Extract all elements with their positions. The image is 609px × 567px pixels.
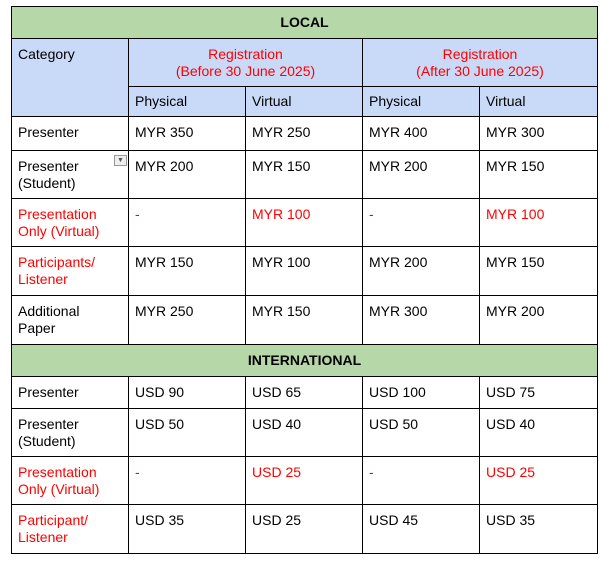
fee-cell: USD 90: [129, 377, 246, 409]
registration-fee-table: [11, 6, 598, 554]
fee-cell: MYR 400: [363, 117, 480, 151]
category-cell: Presenter (Student): [12, 409, 129, 457]
fee-cell: MYR 200: [363, 151, 480, 199]
registration-before-date: (Before 30 June 2025): [175, 62, 316, 79]
registration-header-row: [12, 39, 598, 87]
fee-cell: USD 25: [246, 505, 363, 554]
fee-cell: USD 50: [363, 409, 480, 457]
fee-cell: USD 35: [129, 505, 246, 554]
fee-cell: MYR 250: [129, 296, 246, 345]
category-cell: Presenter: [12, 117, 129, 151]
fee-cell: MYR 150: [480, 151, 598, 199]
table-row: [12, 117, 598, 151]
registration-before-label: Registration: [208, 45, 283, 62]
fee-cell: USD 50: [129, 409, 246, 457]
category-cell: Presentation Only (Virtual): [12, 199, 129, 247]
registration-after-label: Registration: [442, 45, 518, 62]
table-row: [12, 199, 598, 247]
physical-after-header: Physical: [363, 87, 480, 117]
fee-cell: MYR 100: [480, 199, 598, 247]
fee-cell: MYR 250: [246, 117, 363, 151]
dropdown-arrow-icon[interactable]: ▼: [114, 155, 127, 166]
category-cell: Additional Paper: [12, 296, 129, 345]
international-section-row: [12, 345, 598, 377]
local-section-row: [12, 7, 598, 39]
fee-cell: MYR 300: [363, 296, 480, 345]
fee-cell: MYR 200: [363, 247, 480, 296]
fee-cell: -: [129, 457, 246, 505]
registration-after-date: (After 30 June 2025): [416, 62, 544, 79]
fee-cell: MYR 150: [480, 247, 598, 296]
registration-before-header: [129, 39, 363, 87]
fee-cell: USD 40: [246, 409, 363, 457]
fee-cell: MYR 150: [129, 247, 246, 296]
virtual-after-header: Virtual: [480, 87, 598, 117]
fee-cell: MYR 200: [129, 151, 246, 199]
fee-cell: USD 25: [246, 457, 363, 505]
fee-cell: USD 65: [246, 377, 363, 409]
table-row: [12, 457, 598, 505]
international-section-title: INTERNATIONAL: [12, 345, 598, 377]
category-header: Category: [12, 39, 129, 117]
fee-cell: MYR 300: [480, 117, 598, 151]
virtual-before-header: Virtual: [246, 87, 363, 117]
registration-after-header: [363, 39, 598, 87]
fee-cell: USD 35: [480, 505, 598, 554]
fee-cell: -: [363, 199, 480, 247]
fee-table-container: [11, 6, 597, 554]
fee-cell: USD 100: [363, 377, 480, 409]
table-row: [12, 409, 598, 457]
local-section-title: LOCAL: [12, 7, 598, 39]
fee-cell: MYR 150: [246, 151, 363, 199]
fee-cell: MYR 200: [480, 296, 598, 345]
category-cell: Presenter: [12, 377, 129, 409]
table-row: [12, 151, 598, 199]
table-row: [12, 247, 598, 296]
category-cell: Presentation Only (Virtual): [12, 457, 129, 505]
category-cell: Participants/ Listener: [12, 247, 129, 296]
table-row: [12, 296, 598, 345]
fee-cell: MYR 150: [246, 296, 363, 345]
fee-cell: USD 75: [480, 377, 598, 409]
fee-cell: USD 45: [363, 505, 480, 554]
fee-cell: USD 40: [480, 409, 598, 457]
fee-cell: -: [129, 199, 246, 247]
category-cell: Presenter (Student) ▼: [12, 151, 129, 199]
fee-cell: MYR 350: [129, 117, 246, 151]
physical-before-header: Physical: [129, 87, 246, 117]
category-cell: Participant/ Listener: [12, 505, 129, 554]
fee-cell: USD 25: [480, 457, 598, 505]
fee-cell: MYR 100: [246, 247, 363, 296]
table-row: [12, 505, 598, 554]
fee-cell: -: [363, 457, 480, 505]
table-row: [12, 377, 598, 409]
fee-cell: MYR 100: [246, 199, 363, 247]
